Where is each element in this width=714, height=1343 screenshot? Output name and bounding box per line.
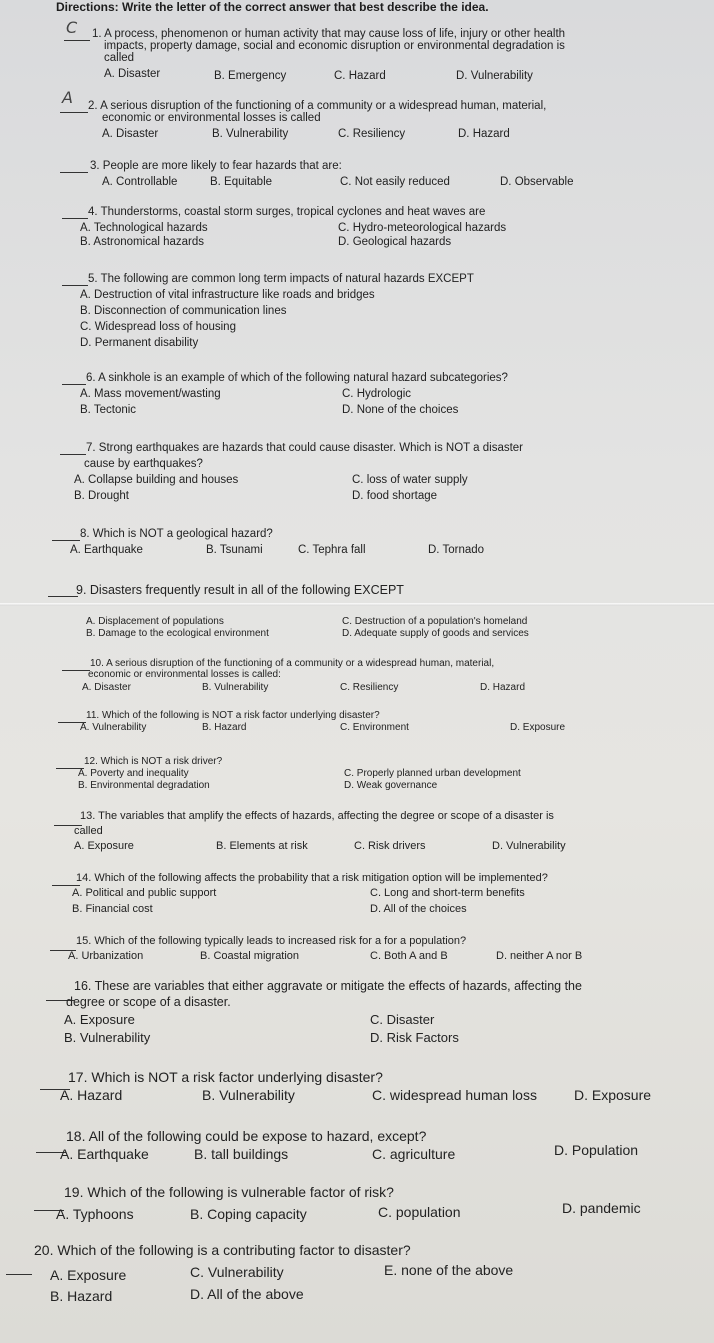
option-a: A. Disaster [82, 682, 131, 693]
question-stem: 19. Which of the following is vulnerable factor of risk? [64, 1184, 394, 1200]
option-a: A. Poverty and inequality [78, 768, 189, 779]
question-stem: 2. A serious disruption of the functioning of a community or a widespread human, material, [88, 100, 547, 112]
answer-blank[interactable] [48, 584, 78, 597]
option-b: B. Financial cost [72, 903, 153, 915]
option-d: D. Permanent disability [80, 337, 199, 349]
option-a: A. Technological hazards [80, 222, 208, 234]
answer-blank[interactable] [62, 206, 88, 219]
option-c: C. agriculture [372, 1146, 456, 1162]
option-c: C. Resiliency [338, 128, 406, 140]
question-stem: 3. People are more likely to fear hazards that are: [90, 160, 342, 172]
option-d: D. Weak governance [344, 780, 438, 791]
directions: Directions: Write the letter of the correct answer that best describe the idea. [56, 0, 489, 14]
question-stem: 13. The variables that amplify the effects of hazards, affecting the degree or scope of a disaster is [80, 810, 554, 822]
option-c: C. Disaster [370, 1012, 435, 1027]
question-stem: 7. Strong earthquakes are hazards that could cause disaster. Which is NOT a disaster [86, 442, 524, 454]
answer-blank[interactable] [62, 372, 86, 385]
question-stem: 17. Which is NOT a risk factor underlying disaster? [68, 1069, 383, 1085]
option-c: C. Hydrologic [342, 388, 412, 400]
option-c: C. Vulnerability [190, 1264, 284, 1280]
option-b: B. Tsunami [206, 544, 263, 556]
option-d: D. Population [554, 1142, 639, 1158]
option-b: B. Environmental degradation [78, 780, 210, 791]
option-e: E. none of the above [384, 1262, 514, 1278]
option-c: C. Tephra fall [298, 544, 366, 556]
page-fold [0, 603, 714, 606]
option-c: C. Destruction of a population's homeland [342, 616, 528, 627]
option-b: B. Vulnerability [64, 1030, 151, 1045]
question-stem: 16. These are variables that either aggravate or mitigate the effects of hazards, affecting the [74, 979, 582, 993]
question-stem: 1. A process, phenomenon or human activity that may cause loss of life, injury or other health [92, 28, 566, 40]
option-d: D. Tornado [428, 544, 485, 556]
option-d: D. Risk Factors [370, 1030, 459, 1045]
option-b: B. Vulnerability [202, 682, 269, 693]
question-stem: 18. All of the following could be expose to hazard, except? [66, 1128, 427, 1144]
question-stem: 6. A sinkhole is an example of which of the following natural hazard subcategories? [86, 372, 508, 384]
question-stem: called [74, 825, 103, 837]
option-a: A. Political and public support [72, 887, 217, 899]
option-d: D. neither A nor B [496, 950, 583, 962]
question-stem: 10. A serious disruption of the functioning of a community or a widespread human, material, [90, 658, 495, 669]
answer-blank[interactable] [60, 442, 86, 455]
option-b: B. Vulnerability [202, 1087, 295, 1103]
answer-blank[interactable] [62, 658, 90, 671]
question-stem: 11. Which of the following is NOT a risk factor underlying disaster? [86, 710, 380, 721]
option-c: C. population [378, 1204, 461, 1220]
option-a: A. Collapse building and houses [74, 474, 239, 486]
option-c: C. Environment [340, 722, 409, 733]
option-d: D. None of the choices [342, 404, 459, 416]
option-b: B. Astronomical hazards [80, 236, 205, 248]
option-a: A. Earthquake [60, 1146, 149, 1162]
question-stem: economic or environmental losses is called [102, 112, 321, 124]
answer-blank[interactable] [6, 1262, 32, 1275]
option-a: A. Typhoons [56, 1206, 134, 1222]
option-b: B. Tectonic [80, 404, 137, 416]
option-c: C. Risk drivers [354, 840, 426, 852]
option-b: B. Coastal migration [200, 950, 300, 962]
option-c: C. widespread human loss [372, 1087, 537, 1103]
option-d: D. All of the choices [370, 903, 467, 915]
option-b: B. Equitable [210, 176, 273, 188]
handwritten-answer: C [66, 18, 78, 37]
question-stem: 9. Disasters frequently result in all of the following EXCEPT [76, 583, 404, 597]
option-d: D. Observable [500, 176, 574, 188]
option-d: D. Vulnerability [492, 840, 566, 852]
option-a: A. Disaster [104, 68, 161, 80]
question-stem: 8. Which is NOT a geological hazard? [80, 528, 273, 540]
option-b: B. Coping capacity [190, 1206, 307, 1222]
option-d: D. Adequate supply of goods and services [342, 628, 529, 639]
option-c: C. loss of water supply [352, 474, 468, 486]
option-b: B. Elements at risk [216, 840, 308, 852]
option-d: D. pandemic [562, 1200, 641, 1216]
option-b: B. Vulnerability [212, 128, 289, 140]
option-c: C. Hydro-meteorological hazards [338, 222, 507, 234]
answer-blank[interactable] [52, 528, 80, 541]
option-c: C. Both A and B [370, 950, 448, 962]
option-b: B. Emergency [214, 70, 287, 82]
option-b: B. Hazard [202, 722, 247, 733]
question-stem: degree or scope of a disaster. [66, 995, 231, 1009]
question-stem: 12. Which is NOT a risk driver? [84, 756, 223, 767]
option-a: A. Destruction of vital infrastructure like roads and bridges [80, 289, 375, 301]
option-a: A. Urbanization [68, 950, 144, 962]
handwritten-answer: A [62, 88, 73, 107]
question-stem: 4. Thunderstorms, coastal storm surges, tropical cyclones and heat waves are [88, 206, 486, 218]
option-c: C. Resiliency [340, 682, 399, 693]
question-stem: 15. Which of the following typically leads to increased risk for a for a population? [76, 935, 467, 947]
option-a: A. Displacement of populations [86, 616, 224, 627]
option-d: D. Hazard [458, 128, 510, 140]
option-a: A. Hazard [60, 1087, 123, 1103]
question-stem: 20. Which of the following is a contributing factor to disaster? [34, 1242, 411, 1258]
option-b: B. Damage to the ecological environment [86, 628, 269, 639]
option-a: A. Exposure [74, 840, 134, 852]
option-c: C. Hazard [334, 70, 386, 82]
option-c: C. Not easily reduced [340, 176, 450, 188]
answer-blank[interactable] [62, 273, 88, 286]
question-stem: cause by earthquakes? [84, 458, 203, 470]
question-stem: 5. The following are common long term impacts of natural hazards EXCEPT [88, 273, 474, 285]
option-a: A. Vulnerability [80, 722, 147, 733]
option-d: D. Exposure [510, 722, 566, 733]
option-a: A. Mass movement/wasting [80, 388, 221, 400]
option-c: C. Properly planned urban development [344, 768, 521, 779]
option-b: B. Drought [74, 490, 129, 502]
option-a: A. Exposure [64, 1012, 135, 1027]
option-d: D. All of the above [190, 1286, 304, 1302]
option-c: C. Widespread loss of housing [80, 321, 236, 333]
option-a: A. Earthquake [70, 544, 143, 556]
option-a: A. Disaster [102, 128, 159, 140]
option-d: D. Geological hazards [338, 236, 452, 248]
option-b: B. Disconnection of communication lines [80, 305, 287, 317]
option-b: B. tall buildings [194, 1146, 289, 1162]
option-d: D. Hazard [480, 682, 526, 693]
question-stem: called [104, 52, 135, 64]
question-stem: 14. Which of the following affects the probability that a risk mitigation option will be implemented? [76, 872, 548, 884]
option-c: C. Long and short-term benefits [370, 887, 525, 899]
option-a: A. Exposure [50, 1267, 127, 1283]
answer-blank[interactable] [60, 160, 88, 173]
question-stem: economic or environmental losses is called: [88, 669, 281, 680]
question-stem: impacts, property damage, social and economic disruption or environmental degradation is [104, 40, 565, 52]
option-d: D. food shortage [352, 490, 438, 502]
option-b: B. Hazard [50, 1288, 113, 1304]
option-d: D. Vulnerability [456, 70, 533, 82]
option-d: D. Exposure [574, 1087, 652, 1103]
option-a: A. Controllable [102, 176, 178, 188]
